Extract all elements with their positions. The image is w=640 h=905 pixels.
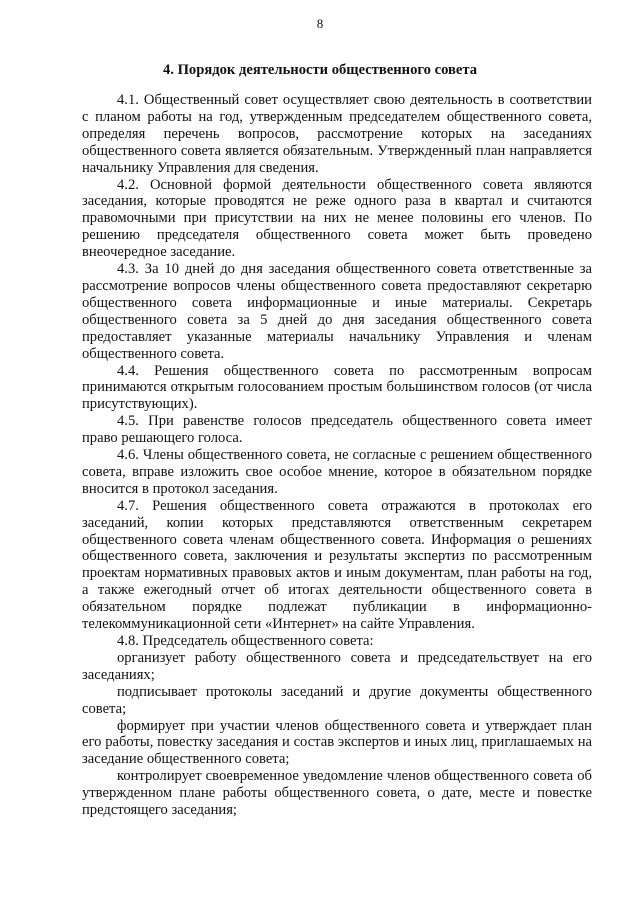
section-title: 4. Порядок деятельности общественного совета [162, 62, 477, 78]
paragraph-4-8: 4.8. Председатель общественного совета: [117, 633, 374, 649]
paragraph-4-1: 4.1. Общественный совет осуществляет свою деятельность в соответствии с планом работы на год, утвержденным председателем общественного совета, определяя перечень вопросов, рассмотрение которых на заседаниях общественного совета является обязательным. Утвержденный план направляется начальнику Управления для сведения. [82, 92, 592, 176]
page-number: 8 [316, 16, 324, 31]
chair-duty-item: организует работу общественного совета и председательствует на его заседаниях; [82, 649, 592, 683]
document-body [82, 92, 592, 819]
chair-duty-item: контролирует своевременное уведомление членов общественного совета об утвержденном плане работы общественного совета, о дате, месте и повестке предстоящего заседания; [82, 768, 592, 819]
paragraph-4-3: 4.3. За 10 дней до дня заседания общественного совета ответственные за рассмотрение вопросов члены общественного совета предоставляют секретарю общественного совета информационные и иные материалы. Секретарь общественного совета за 5 дней до дня заседания общественного совета предоставляет указанные материалы начальнику Управления и членам общественного совета. [82, 261, 592, 362]
paragraph-4-6: 4.6. Члены общественного совета, не согласные с решением общественного совета, вправе изложить свое особое мнение, которое в обязательном порядке вносится в протокол заседания. [82, 447, 592, 497]
chair-duty-item: подписывает протоколы заседаний и другие документы общественного совета; [82, 683, 592, 717]
paragraph-4-7: 4.7. Решения общественного совета отражаются в протоколах его заседаний, копии которых представляются ответственным секретарем общественного совета членам общественного совета. Информация о решениях общественного совета, заключения и результаты экспертиз по рассмотренным проектам нормативных правовых актов и иным документам, план работы на год, а также ежегодный отчет об итогах деятельности общественного совета в обязательном порядке подлежат публикации в информационно-телекоммуникационной сети «Интернет» на сайте Управления. [82, 497, 592, 633]
paragraph-4-5: 4.5. При равенстве голосов председатель общественного совета имеет право решающего голоса. [82, 413, 592, 447]
paragraph-4-4: 4.4. Решения общественного совета по рассмотренным вопросам принимаются открытым голосованием простым большинством голосов (от числа присутствующих). [82, 362, 592, 413]
chair-duty-item: формирует при участии членов общественного совета и утверждает план его работы, повестку заседания и состав экспертов и иных лиц, приглашаемых на заседание общественного совета; [82, 717, 592, 768]
paragraph-4-2: 4.2. Основной формой деятельности общественного совета являются заседания, которые проводятся не реже одного раза в квартал и считаются правомочными при присутствии на них не менее половины его членов. По решению председателя общественного совета может быть проведено внеочередное заседание. [82, 176, 592, 261]
